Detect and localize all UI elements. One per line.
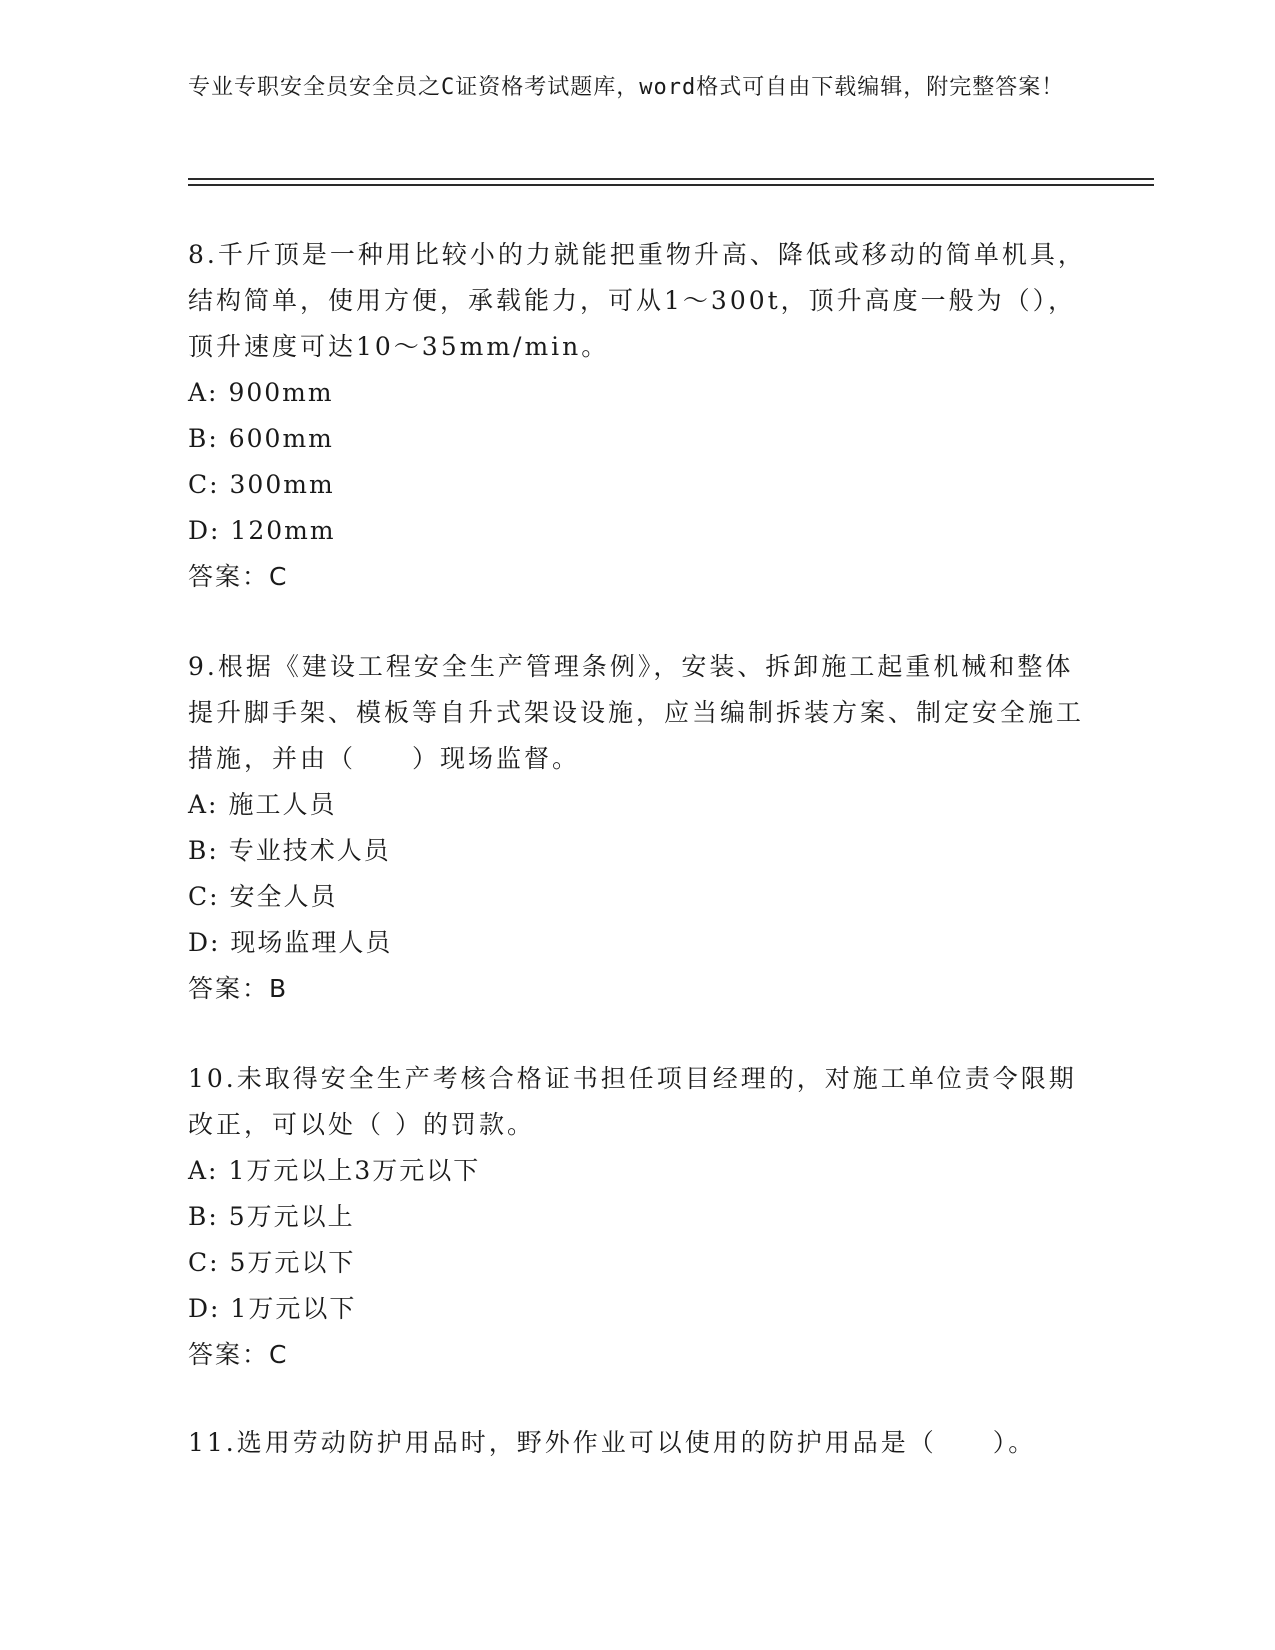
- question-stem: 8.千斤顶是一种用比较小的力就能把重物升高、降低或移动的简单机具，结构简单，使用方便，承载能力，可从1～300t，顶升高度一般为（），顶升速度可达10～35mm/min。: [188, 240, 1086, 361]
- option-d: [188, 1286, 1088, 1332]
- option-text: 现场监理人员: [230, 928, 393, 957]
- option-label: D:: [188, 1294, 221, 1323]
- option-b: [188, 416, 1088, 462]
- question-stem: 11.选用劳动防护用品时，野外作业可以使用的防护用品是（ ）。: [188, 1428, 1037, 1457]
- question-9: [188, 644, 1088, 1012]
- option-text: 300mm: [229, 470, 335, 499]
- option-text: 900mm: [228, 378, 334, 407]
- option-c: [188, 874, 1088, 920]
- question-10: [188, 1056, 1088, 1378]
- option-text: 5万元以下: [229, 1248, 356, 1277]
- option-text: 施工人员: [228, 790, 337, 819]
- option-label: D:: [188, 516, 221, 545]
- header-divider-bottom: [188, 184, 1154, 186]
- option-label: A:: [188, 790, 219, 819]
- question-11: [188, 1420, 1088, 1466]
- option-d: [188, 508, 1088, 554]
- option-label: A:: [188, 378, 219, 407]
- document-header: 专业专职安全员安全员之C证资格考试题库，word格式可自由下载编辑，附完整答案！: [188, 75, 1065, 100]
- option-label: C:: [188, 882, 220, 911]
- option-text: 1万元以下: [230, 1294, 357, 1323]
- option-label: B:: [188, 1202, 219, 1231]
- option-text: 安全人员: [229, 882, 338, 911]
- option-a: [188, 370, 1088, 416]
- option-c: [188, 462, 1088, 508]
- option-text: 120mm: [230, 516, 336, 545]
- option-label: B:: [188, 424, 219, 453]
- answer: 答案：C: [188, 1340, 289, 1369]
- option-text: 5万元以上: [228, 1202, 355, 1231]
- question-stem: 9.根据《建设工程安全生产管理条例》，安装、拆卸施工起重机械和整体提升脚手架、模板等自升式架设设施，应当编制拆装方案、制定安全施工措施，并由（ ）现场监督。: [188, 652, 1085, 773]
- option-c: [188, 1240, 1088, 1286]
- option-label: A:: [188, 1156, 219, 1185]
- option-text: 专业技术人员: [228, 836, 391, 865]
- header-divider-top: [188, 178, 1154, 180]
- question-8: [188, 232, 1088, 600]
- option-text: 1万元以上3万元以下: [228, 1156, 481, 1185]
- option-a: [188, 782, 1088, 828]
- option-b: [188, 1194, 1088, 1240]
- option-a: [188, 1148, 1088, 1194]
- answer: 答案：C: [188, 562, 289, 591]
- option-b: [188, 828, 1088, 874]
- answer: 答案：B: [188, 974, 289, 1003]
- option-label: D:: [188, 928, 221, 957]
- option-label: C:: [188, 470, 220, 499]
- option-label: B:: [188, 836, 219, 865]
- option-label: C:: [188, 1248, 220, 1277]
- question-stem: 10.未取得安全生产考核合格证书担任项目经理的，对施工单位责令限期改正，可以处（ ）的罚款。: [188, 1064, 1077, 1139]
- option-text: 600mm: [228, 424, 334, 453]
- option-d: [188, 920, 1088, 966]
